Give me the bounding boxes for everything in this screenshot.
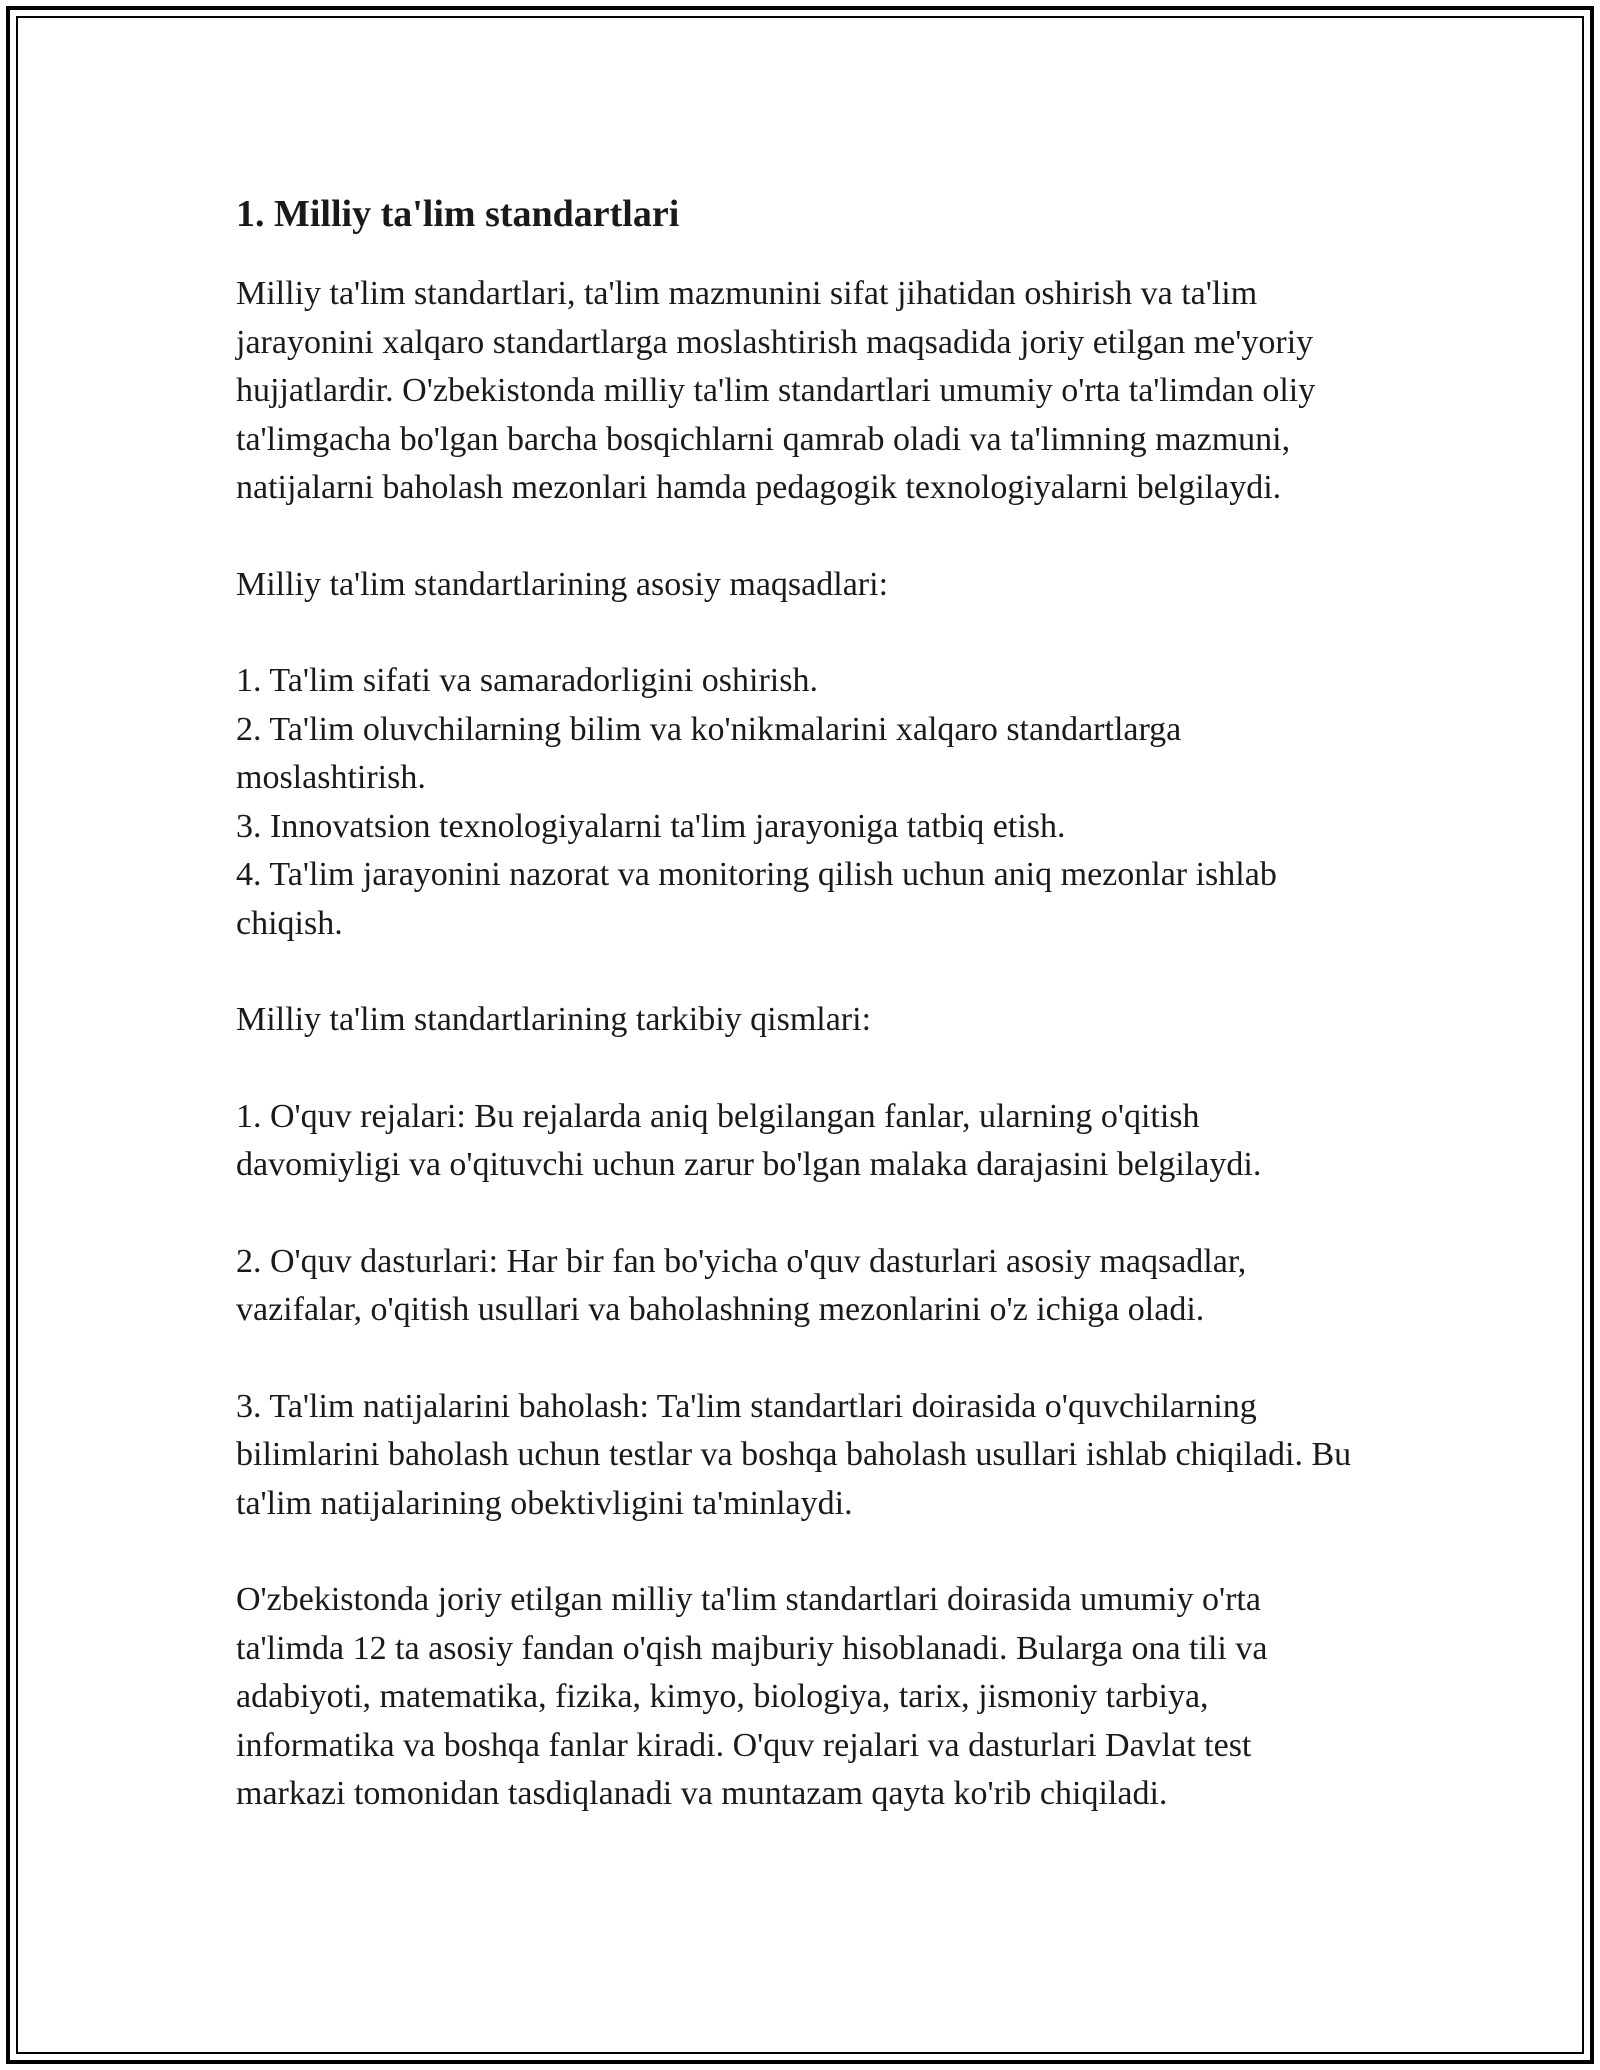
goal-item: 3. Innovatsion texnologiyalarni ta'lim jarayoniga tatbiq etish.: [236, 807, 1066, 845]
document-content: [236, 186, 1366, 1867]
goals-list: [236, 657, 1366, 948]
goals-heading: Milliy ta'lim standartlarining asosiy maqsadlari:: [236, 565, 889, 603]
goal-item: 4. Ta'lim jarayonini nazorat va monitoring qilish uchun aniq mezonlar ishlab chiqish.: [236, 856, 1277, 942]
goal-item: 2. Ta'lim oluvchilarning bilim va ko'nikmalarini xalqaro standartlarga moslashtirish.: [236, 710, 1182, 796]
component-item: 2. O'quv dasturlari: Har bir fan bo'yicha o'quv dasturlari asosiy maqsadlar, vazifalar, o'qitish usullari va baholashning mezonlarini o'z ichiga oladi.: [236, 1242, 1247, 1328]
component-item: 3. Ta'lim natijalarini baholash: Ta'lim standartlari doirasida o'quvchilarning bilimlarini baholash uchun testlar va boshqa baholash usullari ishlab chiqiladi. Bu ta'lim natijalarining obektivligini ta'minlaydi.: [236, 1387, 1352, 1522]
goal-item: 1. Ta'lim sifati va samaradorligini oshirish.: [236, 662, 818, 699]
component-item: 1. O'quv rejalari: Bu rejalarda aniq belgilangan fanlar, ularning o'qitish davomiyligi va o'qituvchi uchun zarur bo'lgan malaka darajasini belgilaydi.: [236, 1097, 1262, 1183]
conclusion-paragraph: O'zbekistonda joriy etilgan milliy ta'lim standartlari doirasida umumiy o'rta ta'limda 12 ta asosiy fandan o'qish majburiy hisoblanadi. Bularga ona tili va adabiyoti, matematika, fizika, kimyo, biologiya, tarix, jismoniy tarbiya, informatika va boshqa fanlar kiradi. O'quv rejalari va dasturlari Davlat test markazi tomonidan tasdiqlanadi va muntazam qayta ko'rib chiqiladi.: [236, 1581, 1268, 1812]
intro-paragraph: Milliy ta'lim standartlari, ta'lim mazmunini sifat jihatidan oshirish va ta'lim jarayonini xalqaro standartlarga moslashtirish maqsadida joriy etilgan me'yoriy hujjatlardir. O'zbekistonda milliy ta'lim standartlari umumiy o'rta ta'limdan oliy ta'limgacha bo'lgan barcha bosqichlarni qamrab oladi va ta'limning mazmuni, natijalarni baholash mezonlari hamda pedagogik texnologiyalarni belgilaydi.: [236, 275, 1316, 506]
section-title: 1. Milliy ta'lim standartlari: [236, 193, 680, 235]
components-heading: Milliy ta'lim standartlarining tarkibiy qismlari:: [236, 1001, 872, 1038]
